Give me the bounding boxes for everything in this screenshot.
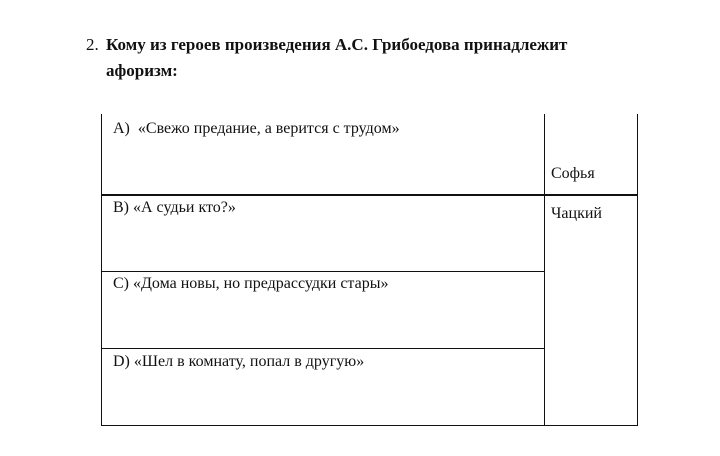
option-d-text: «Шел в комнату, попал в другую» xyxy=(133,353,365,370)
question-text-line-1: Кому из героев произведения А.С. Грибоедова принадлежит xyxy=(106,35,568,54)
answer-table xyxy=(101,114,638,426)
option-d xyxy=(113,352,364,372)
question-line-1 xyxy=(86,32,686,58)
option-b-label: B) xyxy=(113,199,129,216)
option-c-label: C) xyxy=(113,275,129,292)
table-row-divider-2 xyxy=(101,271,545,272)
option-b xyxy=(113,198,236,218)
answer-sofya: Софья xyxy=(551,165,595,182)
option-c xyxy=(113,274,388,294)
table-column-divider xyxy=(544,114,545,426)
option-d-label: D) xyxy=(113,353,130,370)
table-row-divider-3 xyxy=(101,348,545,349)
table-border-bottom xyxy=(101,425,638,426)
option-b-text: «А судьи кто?» xyxy=(133,199,236,216)
question xyxy=(86,32,686,84)
option-a-text: «Свежо предание, а верится с трудом» xyxy=(137,120,400,137)
question-text-line-2: афоризм: xyxy=(106,61,178,80)
question-number: 2. xyxy=(86,35,99,54)
table-border-right xyxy=(637,114,638,426)
option-c-text: «Дома новы, но предрассудки стары» xyxy=(133,275,389,292)
answer-chatsky: Чацкий xyxy=(551,205,602,222)
table-row-divider-1 xyxy=(101,194,638,196)
option-a xyxy=(113,119,400,139)
table-border-left xyxy=(101,114,102,426)
option-a-label: A) xyxy=(113,120,130,137)
